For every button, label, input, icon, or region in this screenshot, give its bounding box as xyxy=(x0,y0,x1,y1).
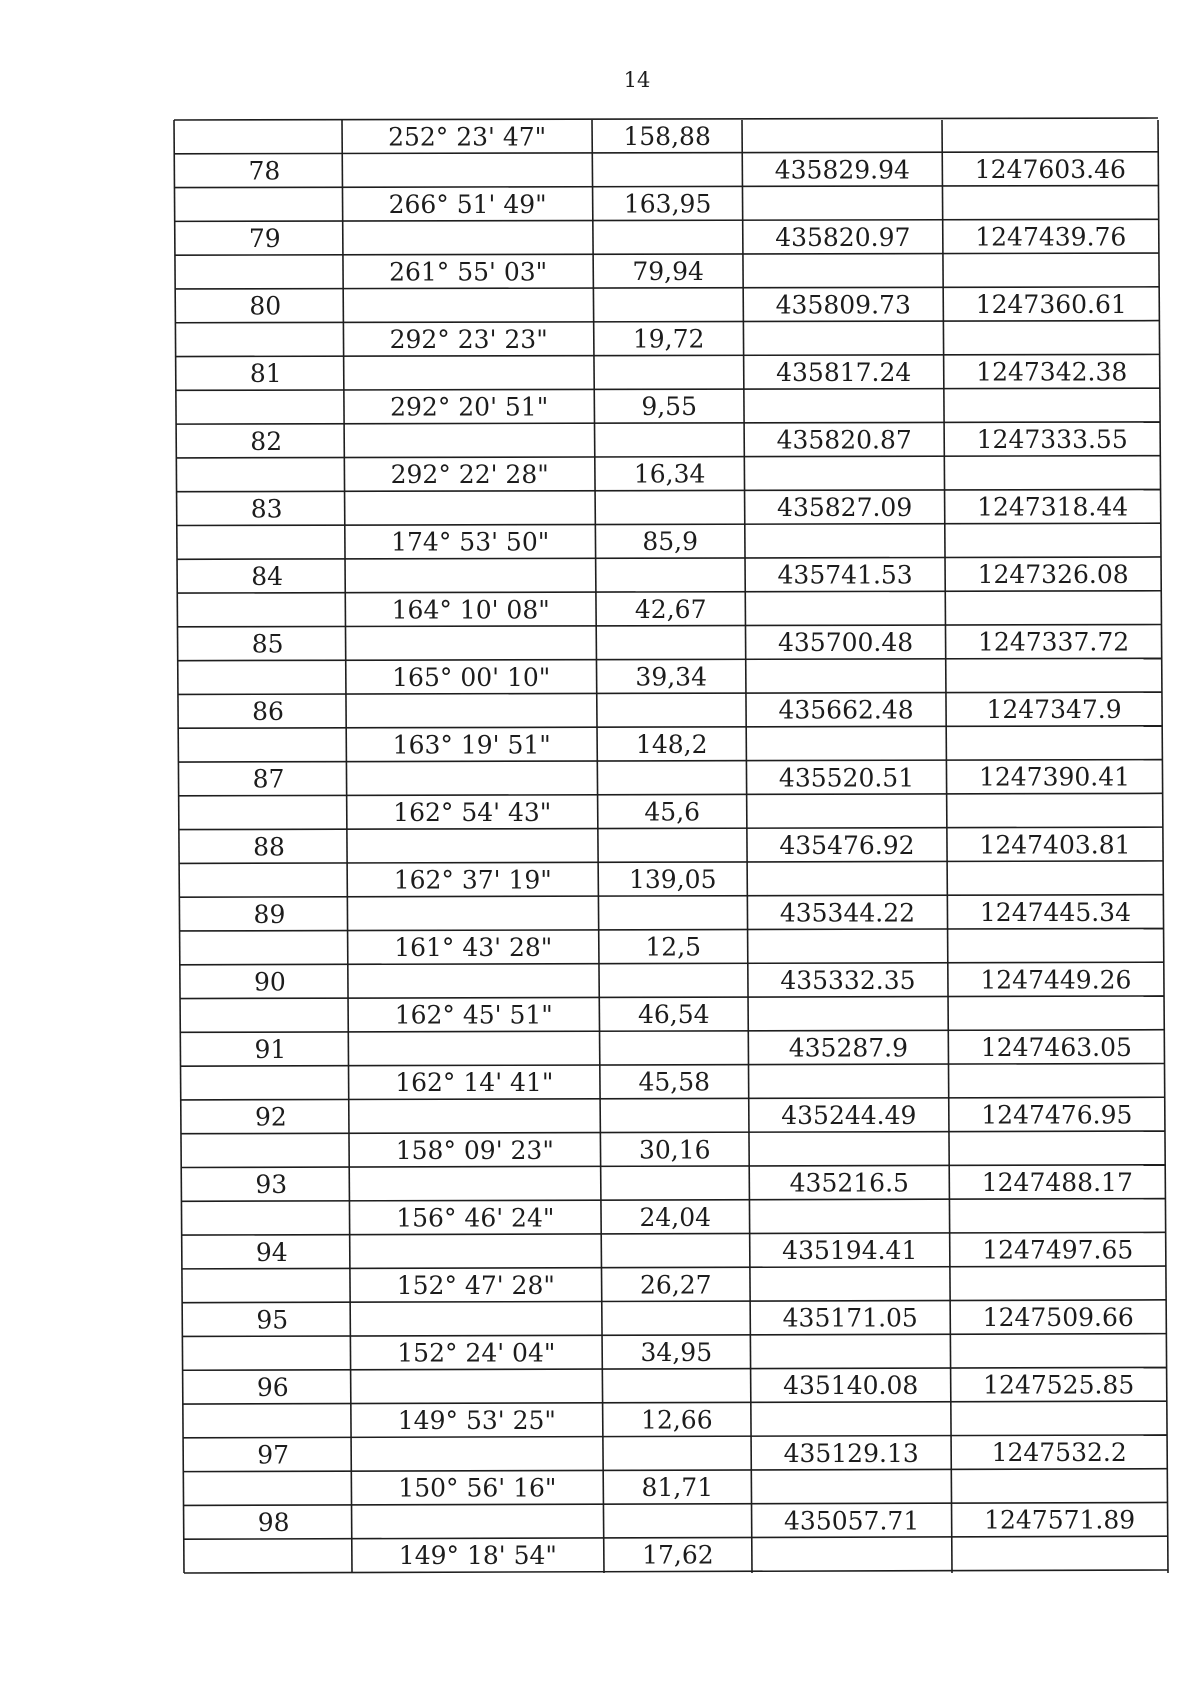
row-rule xyxy=(178,726,1162,728)
distance-cell: 139,05 xyxy=(629,865,717,895)
bearing-cell: 261° 55' 03" xyxy=(389,257,548,287)
bearing-cell: 162° 54' 43" xyxy=(393,797,552,827)
row-rule xyxy=(181,1131,1165,1134)
distance-cell: 30,16 xyxy=(639,1135,711,1165)
row-rule xyxy=(177,523,1161,525)
bearing-cell: 174° 53' 50" xyxy=(391,527,550,557)
row-rule xyxy=(175,321,1159,323)
distance-cell: 9,55 xyxy=(641,392,698,422)
row-rule xyxy=(174,118,1158,120)
y-coordinate-cell: 1247476.95 xyxy=(981,1100,1133,1130)
point-number-cell: 82 xyxy=(250,426,283,456)
point-number-cell: 79 xyxy=(248,224,281,254)
point-number-cell: 86 xyxy=(252,697,284,727)
x-coordinate-cell: 435287.9 xyxy=(788,1033,909,1063)
page-number: 14 xyxy=(623,68,651,92)
row-rule xyxy=(182,1266,1166,1269)
column-rule xyxy=(592,120,604,1573)
point-number-cell: 87 xyxy=(252,764,285,794)
point-number-cell: 91 xyxy=(254,1035,287,1065)
row-rule xyxy=(181,1063,1165,1066)
y-coordinate-cell: 1247509.66 xyxy=(982,1303,1134,1333)
y-coordinate-cell: 1247403.81 xyxy=(979,830,1131,860)
x-coordinate-cell: 435129.13 xyxy=(783,1438,919,1468)
bearing-cell: 165° 00' 10" xyxy=(392,662,551,692)
column-rule xyxy=(342,120,352,1573)
row-rule xyxy=(179,861,1163,864)
column-rule xyxy=(942,120,952,1573)
x-coordinate-cell: 435140.08 xyxy=(783,1371,919,1401)
x-coordinate-cell: 435817.24 xyxy=(776,357,912,387)
point-number-cell: 97 xyxy=(257,1440,290,1470)
distance-cell: 19,72 xyxy=(632,324,705,354)
y-coordinate-cell: 1247445.34 xyxy=(979,897,1132,927)
bearing-cell: 152° 47' 28" xyxy=(396,1270,555,1300)
x-coordinate-cell: 435820.87 xyxy=(776,425,912,455)
row-rule xyxy=(175,253,1159,255)
x-coordinate-cell: 435344.22 xyxy=(779,898,916,928)
table-border xyxy=(174,120,184,1573)
point-number-cell: 83 xyxy=(250,494,283,524)
distance-cell: 16,34 xyxy=(633,459,706,489)
distance-cell: 45,58 xyxy=(638,1067,711,1097)
point-number-cell: 94 xyxy=(255,1237,288,1267)
x-coordinate-cell: 435244.49 xyxy=(781,1101,917,1131)
bearing-cell: 292° 23' 23" xyxy=(389,324,548,354)
x-coordinate-cell: 435662.48 xyxy=(778,695,914,725)
x-coordinate-cell: 435332.35 xyxy=(780,965,916,995)
row-rule xyxy=(180,928,1164,931)
row-rule xyxy=(181,1199,1165,1202)
row-rule xyxy=(175,287,1159,289)
y-coordinate-cell: 1247360.61 xyxy=(975,289,1127,319)
y-coordinate-cell: 1247439.76 xyxy=(975,222,1127,252)
distance-cell: 39,34 xyxy=(635,662,708,692)
x-coordinate-cell: 435520.51 xyxy=(778,763,915,793)
distance-cell: 163,95 xyxy=(623,189,712,219)
y-coordinate-cell: 1247333.55 xyxy=(976,425,1128,455)
distance-cell: 85,9 xyxy=(642,527,699,557)
bearing-cell: 152° 24' 04" xyxy=(397,1338,556,1368)
y-coordinate-cell: 1247488.17 xyxy=(981,1167,1133,1197)
point-number-cell: 93 xyxy=(255,1170,288,1200)
row-rule xyxy=(184,1536,1168,1539)
bearing-cell: 161° 43' 28" xyxy=(394,933,553,963)
row-rule xyxy=(177,489,1161,491)
row-rule xyxy=(176,456,1160,458)
row-rule xyxy=(176,388,1160,390)
row-rule xyxy=(176,422,1160,424)
row-rule xyxy=(177,625,1161,627)
x-coordinate-cell: 435476.92 xyxy=(779,830,915,860)
x-coordinate-cell: 435216.5 xyxy=(789,1168,909,1198)
row-rule xyxy=(175,219,1159,221)
point-number-cell: 80 xyxy=(249,291,282,321)
point-number-cell: 81 xyxy=(249,359,282,389)
y-coordinate-cell: 1247463.05 xyxy=(980,1032,1132,1062)
x-coordinate-cell: 435809.73 xyxy=(775,290,911,320)
y-coordinate-cell: 1247342.38 xyxy=(976,357,1128,387)
coordinates-table-cells xyxy=(248,122,1135,1570)
y-coordinate-cell: 1247497.65 xyxy=(982,1235,1134,1265)
row-rule xyxy=(182,1334,1166,1337)
y-coordinate-cell: 1247318.44 xyxy=(977,492,1129,522)
bearing-cell: 149° 53' 25" xyxy=(397,1406,556,1436)
point-number-cell: 85 xyxy=(251,629,284,659)
row-rule xyxy=(178,658,1162,660)
x-coordinate-cell: 435171.05 xyxy=(782,1303,918,1333)
point-number-cell: 88 xyxy=(253,832,285,862)
point-number-cell: 92 xyxy=(254,1102,287,1132)
distance-cell: 34,95 xyxy=(640,1337,713,1367)
distance-cell: 12,66 xyxy=(641,1405,713,1435)
point-number-cell: 84 xyxy=(251,561,284,591)
table-border xyxy=(1158,120,1168,1573)
y-coordinate-cell: 1247525.85 xyxy=(983,1370,1135,1400)
distance-cell: 79,94 xyxy=(632,257,704,287)
distance-cell: 17,62 xyxy=(642,1540,714,1570)
y-coordinate-cell: 1247326.08 xyxy=(977,560,1129,590)
bearing-cell: 164° 10' 08" xyxy=(391,595,550,625)
distance-cell: 45,6 xyxy=(644,797,701,827)
bearing-cell: 163° 19' 51" xyxy=(392,730,551,760)
y-coordinate-cell: 1247603.46 xyxy=(974,154,1126,184)
x-coordinate-cell: 435820.97 xyxy=(775,222,911,252)
bearing-cell: 156° 46' 24" xyxy=(396,1203,555,1233)
bearing-cell: 292° 22' 28" xyxy=(390,460,549,490)
x-coordinate-cell: 435700.48 xyxy=(777,628,914,658)
point-number-cell: 90 xyxy=(254,967,286,997)
y-coordinate-cell: 1247532.2 xyxy=(991,1438,1127,1468)
distance-cell: 46,54 xyxy=(637,1000,710,1030)
row-rule xyxy=(183,1469,1167,1472)
distance-cell: 26,27 xyxy=(640,1270,712,1300)
y-coordinate-cell: 1247347.9 xyxy=(986,695,1122,725)
row-rule xyxy=(179,827,1163,829)
x-coordinate-cell: 435057.71 xyxy=(784,1506,920,1536)
bearing-cell: 158° 09' 23" xyxy=(395,1135,554,1165)
row-rule xyxy=(177,557,1161,559)
point-number-cell: 89 xyxy=(253,899,286,929)
bearing-cell: 149° 18' 54" xyxy=(398,1541,557,1571)
row-rule xyxy=(180,996,1164,999)
point-number-cell: 78 xyxy=(248,156,281,186)
bearing-cell: 266° 51' 49" xyxy=(388,189,547,219)
x-coordinate-cell: 435829.94 xyxy=(774,155,910,185)
x-coordinate-cell: 435741.53 xyxy=(777,560,913,590)
bearing-cell: 162° 37' 19" xyxy=(393,865,552,895)
row-rule xyxy=(177,591,1161,593)
y-coordinate-cell: 1247571.89 xyxy=(984,1505,1136,1535)
y-coordinate-cell: 1247449.26 xyxy=(980,965,1132,995)
column-rule xyxy=(742,120,752,1573)
row-rule xyxy=(179,793,1163,795)
x-coordinate-cell: 435827.09 xyxy=(777,493,913,523)
point-number-cell: 96 xyxy=(256,1372,289,1402)
row-rule xyxy=(179,895,1163,898)
y-coordinate-cell: 1247337.72 xyxy=(978,627,1130,657)
x-coordinate-cell: 435194.41 xyxy=(782,1236,918,1266)
bearing-cell: 162° 45' 51" xyxy=(394,1000,553,1030)
bearing-cell: 162° 14' 41" xyxy=(395,1068,554,1098)
y-coordinate-cell: 1247390.41 xyxy=(978,762,1131,792)
distance-cell: 42,67 xyxy=(634,594,707,624)
row-rule xyxy=(178,692,1162,694)
row-rule xyxy=(174,186,1158,188)
row-rule xyxy=(183,1401,1167,1404)
row-rule xyxy=(174,152,1158,154)
point-number-cell: 95 xyxy=(256,1305,289,1335)
point-number-cell: 98 xyxy=(257,1508,290,1538)
distance-cell: 24,04 xyxy=(639,1202,712,1232)
distance-cell: 12,5 xyxy=(645,932,702,962)
bearing-cell: 292° 20' 51" xyxy=(390,392,549,422)
row-rule xyxy=(176,354,1160,356)
row-rule xyxy=(184,1570,1168,1573)
distance-cell: 148,2 xyxy=(635,729,708,759)
bearing-cell: 150° 56' 16" xyxy=(398,1473,557,1503)
row-rule xyxy=(178,760,1162,762)
distance-cell: 158,88 xyxy=(623,121,711,151)
bearing-cell: 252° 23' 47" xyxy=(388,122,547,152)
distance-cell: 81,71 xyxy=(641,1473,714,1503)
